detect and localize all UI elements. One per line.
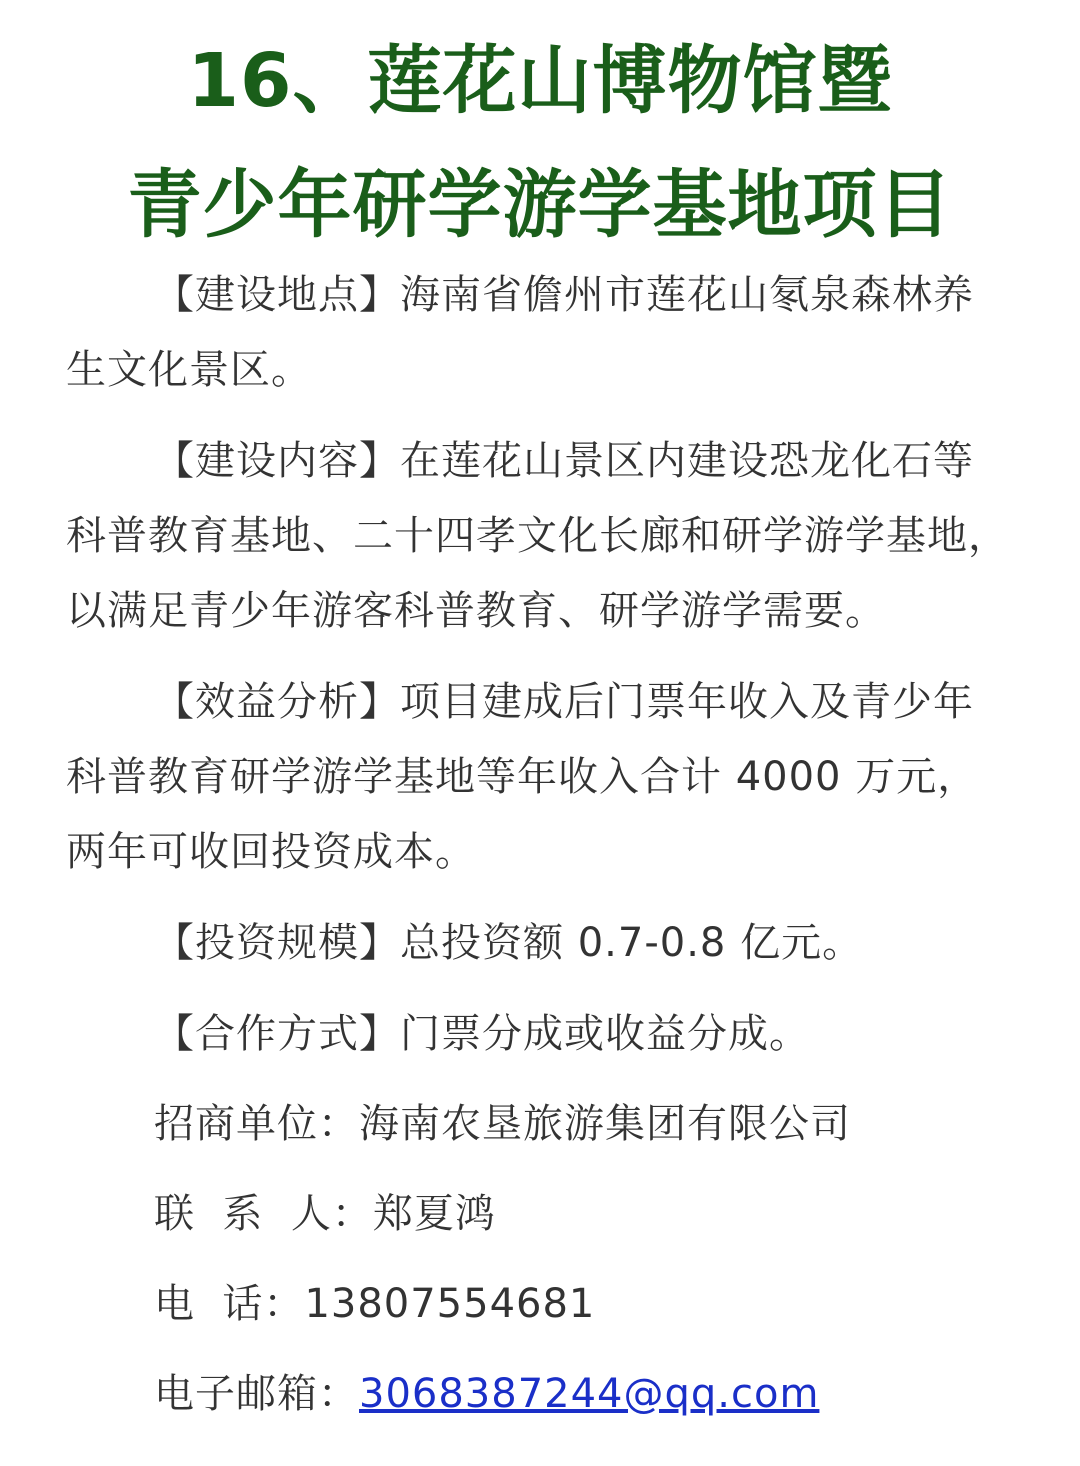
contact-unit-label: 招商单位： xyxy=(154,1101,359,1147)
contact-email-link[interactable]: 3068387244@qq.com xyxy=(359,1371,820,1417)
section-investment xyxy=(66,906,1014,981)
section-location xyxy=(66,258,1014,408)
section-investment-label: 【投资规模】 xyxy=(154,920,400,966)
section-content xyxy=(66,424,1014,649)
contact-unit-value: 海南农垦旅游集团有限公司 xyxy=(359,1101,851,1147)
contact-person-value: 郑夏鸿 xyxy=(372,1191,496,1237)
section-benefit-label: 【效益分析】 xyxy=(154,679,400,725)
contact-unit xyxy=(66,1102,1014,1146)
contact-email xyxy=(66,1372,1014,1416)
contact-phone-label: 电 话： xyxy=(154,1281,305,1327)
section-cooperation-label: 【合作方式】 xyxy=(154,1011,400,1057)
section-content-text: 在莲花山景区内建设恐龙化石等科普教育基地、二十四孝文化长廊和研学游学基地，以满足青少年游客科普教育、研学游学需要。 xyxy=(66,438,1009,634)
section-investment-text: 总投资额 0.7-0.8 亿元。 xyxy=(400,920,864,966)
section-cooperation xyxy=(66,997,1014,1072)
contact-phone-value[interactable]: 13807554681 xyxy=(304,1281,596,1327)
section-location-label: 【建设地点】 xyxy=(154,272,400,318)
page-title-line2: 青少年研学游学基地项目 xyxy=(127,162,953,248)
section-benefit xyxy=(66,665,1014,890)
page-title-line1: 16、莲花山博物馆暨 xyxy=(187,38,893,124)
section-cooperation-text: 门票分成或收益分成。 xyxy=(400,1011,810,1057)
section-content-label: 【建设内容】 xyxy=(154,438,400,484)
contact-person-label: 联 系 人： xyxy=(154,1191,373,1237)
contact-email-label: 电子邮箱： xyxy=(154,1371,359,1417)
contact-person xyxy=(66,1192,1014,1236)
contact-phone xyxy=(66,1282,1014,1326)
section-benefit-text: 项目建成后门票年收入及青少年科普教育研学游学基地等年收入合计 4000 万元，两年可收回投资成本。 xyxy=(66,679,979,875)
section-location-text: 海南省儋州市莲花山氡泉森林养生文化景区。 xyxy=(66,272,974,393)
